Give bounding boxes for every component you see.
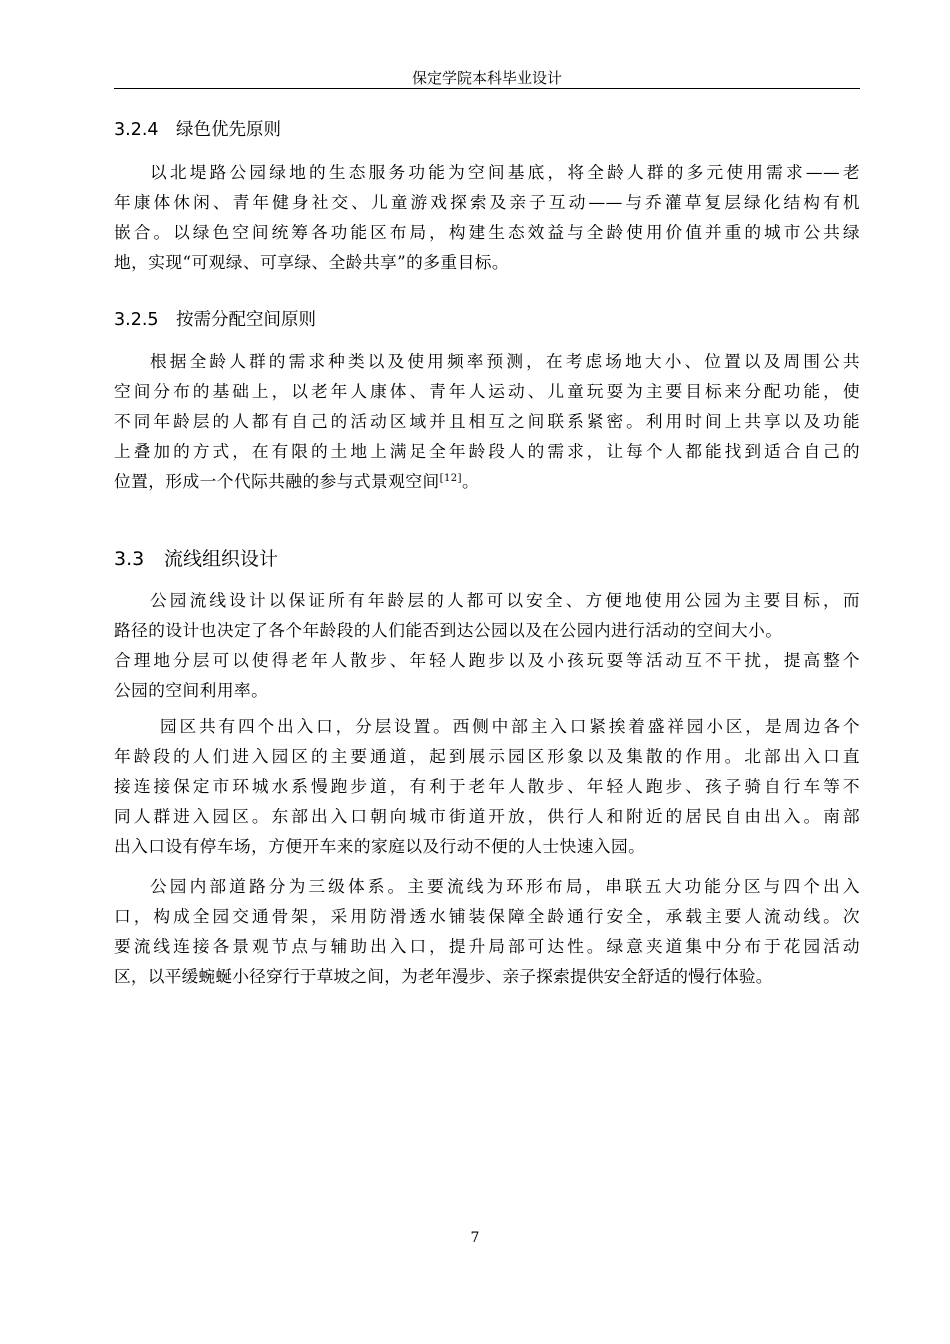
text-line: 园区共有四个出入口，分层设置。西侧中部主入口紧挨着盛祥园小区，是周边各个	[160, 716, 860, 736]
paragraph-space-allocation	[114, 346, 860, 496]
text-line: 不同年龄层的人都有自己的活动区域并且相互之间联系紧密。利用时间上共享以及功能	[114, 411, 860, 431]
text-line: 嵌合。以绿色空间统筹各功能区布局，构建生态效益与全龄使用价值并重的城市公共绿	[114, 222, 860, 242]
text-line: 要流线连接各景观节点与辅助出入口，提升局部可达性。绿意夹道集中分布于花园活动	[114, 936, 860, 956]
text-line: 空间分布的基础上，以老年人康体、青年人运动、儿童玩耍为主要目标来分配功能，使	[114, 381, 860, 401]
text-line: 路径的设计也决定了各个年龄段的人们能否到达公园以及在公园内进行活动的空间大小。	[114, 620, 783, 640]
paragraph-flow-design-2	[114, 711, 860, 861]
text-line: 区，以平缓蜿蜒小径穿行于草坡之间，为老年漫步、亲子探索提供安全舒适的慢行体验。	[114, 966, 773, 986]
section-heading-3-2-5	[114, 308, 316, 332]
section-heading-3-3	[114, 547, 278, 571]
text-line: 公园流线设计以保证所有年龄层的人都可以安全、方便地使用公园为主要目标，而	[150, 590, 860, 610]
text-line: 年康体休闲、青年健身社交、儿童游戏探索及亲子互动——与乔灌草复层绿化结构有机	[114, 192, 860, 212]
section-title: 流线组织设计	[164, 548, 279, 570]
text-line: 以北堤路公园绿地的生态服务功能为空间基底，将全龄人群的多元使用需求——老	[150, 162, 860, 182]
citation-ref: [12]	[439, 473, 462, 484]
text-line: 年龄段的人们进入园区的主要通道，起到展示园区形象以及集散的作用。北部出入口直	[114, 746, 860, 766]
text-line: 接连接保定市环城水系慢跑步道，有利于老年人散步、年轻人跑步、孩子骑自行车等不	[114, 776, 860, 796]
text-line: 口，构成全园交通骨架，采用防滑透水铺装保障全龄通行安全，承载主要人流动线。次	[114, 906, 860, 926]
text-line: 地，实现“可观绿、可享绿、全龄共享”的多重目标。	[114, 252, 509, 272]
text-line: 公园内部道路分为三级体系。主要流线为环形布局，串联五大功能分区与四个出入	[150, 876, 860, 896]
text-run: 位置，形成一个代际共融的参与式景观空间	[114, 471, 440, 491]
text-line: 合理地分层可以使得老年人散步、年轻人跑步以及小孩玩耍等活动互不干扰，提高整个	[114, 650, 860, 670]
paragraph-flow-design-3	[114, 871, 860, 991]
section-number: 3.2.5	[114, 310, 159, 330]
text-line: 出入口设有停车场，方便开车来的家庭以及行动不便的人士快速入园。	[114, 836, 646, 856]
section-number: 3.2.4	[114, 120, 159, 140]
paragraph-green-priority	[114, 157, 860, 277]
text-line: 根据全龄人群的需求种类以及使用频率预测，在考虑场地大小、位置以及周围公共	[150, 351, 860, 371]
end-punct: 。	[461, 471, 480, 491]
section-number: 3.3	[114, 548, 145, 570]
text-line-with-citation	[114, 466, 860, 496]
header-rule	[114, 88, 860, 89]
text-line: 上叠加的方式，在有限的土地上满足全年龄段人的需求，让每个人都能找到适合自己的	[114, 441, 860, 461]
running-header: 保定学院本科毕业设计	[411, 69, 562, 87]
text-line: 同人群进入园区。东部出入口朝向城市街道开放，供行人和附近的居民自由出入。南部	[114, 806, 860, 826]
section-title: 绿色优先原则	[176, 120, 281, 140]
paragraph-flow-design-1	[114, 585, 860, 705]
section-title: 按需分配空间原则	[176, 310, 316, 330]
text-line: 公园的空间利用率。	[114, 680, 269, 700]
page-number: 7	[470, 1230, 480, 1246]
section-heading-3-2-4	[114, 118, 281, 142]
